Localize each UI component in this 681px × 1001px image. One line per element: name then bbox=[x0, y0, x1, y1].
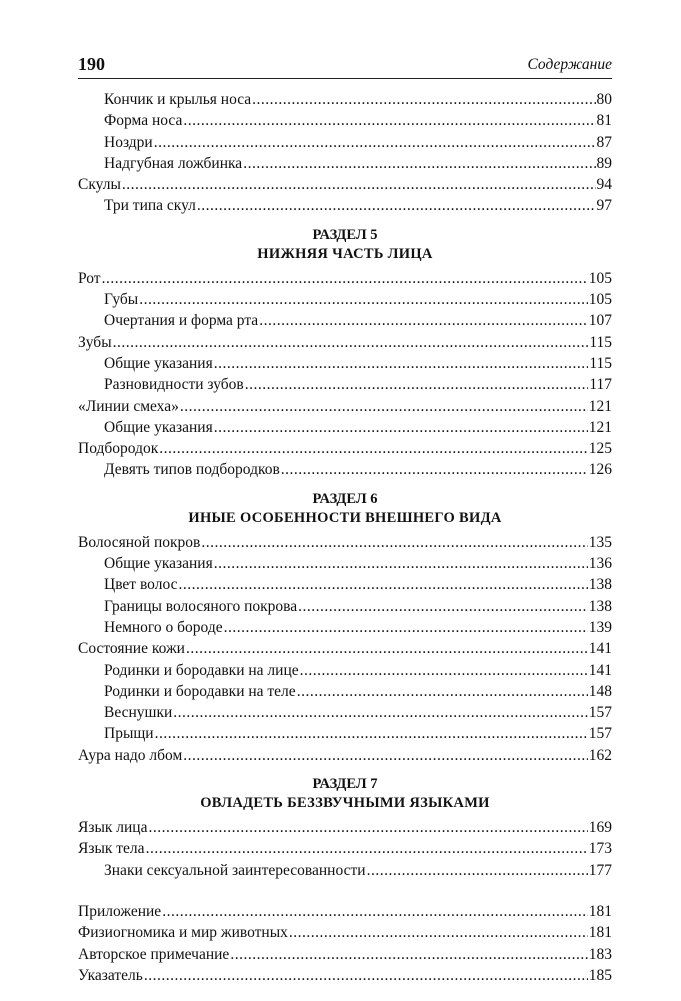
section-7-label: РАЗДЕЛ 7 bbox=[312, 776, 378, 793]
table-of-contents bbox=[78, 89, 612, 986]
toc-entry bbox=[78, 723, 612, 744]
toc-entry-page: 181 bbox=[588, 902, 612, 920]
toc-entry bbox=[78, 574, 612, 595]
toc-entry-page: 183 bbox=[588, 945, 612, 963]
toc-entry-page: 136 bbox=[588, 555, 612, 573]
toc-entry-title: Состояние кожи bbox=[78, 640, 185, 658]
toc-entry bbox=[78, 174, 612, 195]
toc-entry-title: Знаки сексуальной заинтересованности bbox=[104, 861, 366, 879]
toc-entry-page: 173 bbox=[588, 840, 612, 858]
section-7-title: ОВЛАДЕТЬ БЕЗЗВУЧНЫМИ ЯЗЫКАМИ bbox=[200, 795, 490, 812]
toc-entry-title: Указатель bbox=[78, 966, 143, 984]
toc-entry-page: 157 bbox=[588, 704, 612, 722]
toc-entry-page: 121 bbox=[588, 397, 612, 415]
dot-leader bbox=[183, 745, 588, 766]
toc-entry bbox=[78, 459, 612, 480]
toc-entry bbox=[78, 860, 612, 881]
toc-entry bbox=[78, 332, 612, 353]
toc-entry bbox=[78, 638, 612, 659]
toc-entry-title: Общие указания bbox=[104, 555, 213, 573]
toc-entry-page: 87 bbox=[596, 133, 612, 151]
toc-entry bbox=[78, 681, 612, 702]
section-6-label: РАЗДЕЛ 6 bbox=[312, 490, 378, 507]
dot-leader bbox=[300, 660, 588, 681]
dot-leader bbox=[245, 374, 589, 395]
toc-entry bbox=[78, 396, 612, 417]
section-5-label: РАЗДЕЛ 5 bbox=[312, 226, 378, 243]
toc-entry bbox=[78, 438, 612, 459]
toc-entry bbox=[78, 702, 612, 723]
dot-leader bbox=[178, 574, 587, 595]
toc-entry-title: Общие указания bbox=[104, 354, 213, 372]
dot-leader bbox=[224, 617, 588, 638]
toc-entry-page: 138 bbox=[588, 597, 612, 615]
toc-entry-page: 141 bbox=[588, 640, 612, 658]
toc-entry bbox=[78, 268, 612, 289]
toc-entry-title: Разновидности зубов bbox=[104, 376, 244, 394]
toc-entry-title: Приложение bbox=[78, 902, 162, 920]
dot-leader bbox=[281, 459, 588, 480]
dot-leader bbox=[186, 638, 588, 659]
dot-leader bbox=[197, 195, 596, 216]
toc-entry-title: Веснушки bbox=[104, 704, 173, 722]
toc-entry-title: Кончик и крылья носа bbox=[104, 91, 252, 108]
dot-leader bbox=[214, 553, 588, 574]
toc-entry-page: 107 bbox=[588, 312, 612, 330]
dot-leader bbox=[183, 110, 595, 131]
toc-entry bbox=[78, 617, 612, 638]
toc-entry-title: Родинки и бородавки на лице bbox=[104, 661, 299, 679]
toc-entry-title: «Линии смеха» bbox=[78, 397, 179, 415]
dot-leader bbox=[298, 596, 588, 617]
toc-entry-title: Ноздри bbox=[104, 133, 153, 151]
toc-entry-page: 80 bbox=[596, 91, 612, 108]
toc-entry-title: Скулы bbox=[78, 176, 121, 194]
dot-leader bbox=[146, 838, 588, 859]
dot-leader bbox=[139, 289, 588, 310]
toc-entry-page: 121 bbox=[588, 418, 612, 436]
dot-leader bbox=[155, 723, 588, 744]
toc-entry-page: 115 bbox=[589, 333, 612, 351]
toc-entry-page: 135 bbox=[588, 533, 612, 551]
toc-entry-page: 94 bbox=[596, 176, 612, 194]
toc-entry-title: Аура надо лбом bbox=[78, 746, 183, 764]
toc-entry bbox=[78, 745, 612, 766]
toc-entry-page: 81 bbox=[596, 112, 612, 130]
toc-entry-title: Подбородок bbox=[78, 440, 159, 458]
toc-entry-title: Надгубная ложбинка bbox=[104, 154, 243, 172]
toc-entry-title: Губы bbox=[104, 291, 139, 309]
toc-entry bbox=[78, 944, 612, 965]
dot-leader bbox=[201, 532, 587, 553]
toc-entry bbox=[78, 901, 612, 922]
toc-section-7 bbox=[78, 817, 612, 881]
toc-entry-title: Рот bbox=[78, 269, 101, 287]
dot-leader bbox=[144, 965, 588, 986]
dot-leader bbox=[113, 332, 589, 353]
dot-leader bbox=[154, 132, 596, 153]
toc-entry-page: 181 bbox=[588, 924, 612, 942]
toc-entry-page: 177 bbox=[588, 861, 612, 879]
dot-leader bbox=[259, 310, 588, 331]
dot-leader bbox=[180, 396, 588, 417]
dot-leader bbox=[122, 174, 596, 195]
toc-entry-title: Волосяной покров bbox=[78, 533, 201, 551]
toc-entry bbox=[78, 110, 612, 131]
toc-entry bbox=[78, 965, 612, 986]
toc-entry-title: Прыщи bbox=[104, 725, 154, 743]
toc-entry-title: Цвет волос bbox=[104, 576, 178, 594]
toc-entry-title: Физиогномика и мир животных bbox=[78, 924, 288, 942]
toc-entry bbox=[78, 374, 612, 395]
toc-entry bbox=[78, 89, 612, 110]
toc-entry bbox=[78, 132, 612, 153]
toc-entry bbox=[78, 817, 612, 838]
toc-entry-title: Немного о бороде bbox=[104, 618, 223, 636]
toc-entry-title: Родинки и бородавки на теле bbox=[104, 682, 296, 700]
toc-page bbox=[78, 52, 612, 986]
dot-leader bbox=[173, 702, 587, 723]
toc-entry-page: 97 bbox=[596, 197, 612, 215]
dot-leader bbox=[162, 901, 588, 922]
toc-entry-page: 169 bbox=[588, 819, 612, 837]
dot-leader bbox=[230, 944, 587, 965]
toc-entry bbox=[78, 289, 612, 310]
dot-leader bbox=[214, 417, 588, 438]
toc-entry-page: 105 bbox=[588, 269, 612, 287]
section-6-title: ИНЫЕ ОСОБЕННОСТИ ВНЕШНЕГО ВИДА bbox=[188, 509, 502, 526]
toc-appendix bbox=[78, 901, 612, 986]
dot-leader bbox=[367, 860, 588, 881]
page-header bbox=[78, 52, 612, 79]
toc-entry-page: 162 bbox=[588, 746, 612, 764]
toc-entry-title: Три типа скул bbox=[104, 197, 196, 215]
toc-entry bbox=[78, 532, 612, 553]
toc-entry-title: Общие указания bbox=[104, 418, 213, 436]
dot-leader bbox=[102, 268, 588, 289]
toc-entry-title: Форма носа bbox=[104, 112, 183, 130]
toc-entry bbox=[78, 553, 612, 574]
dot-leader bbox=[214, 353, 589, 374]
toc-entry bbox=[78, 153, 612, 174]
spacer bbox=[78, 881, 612, 901]
toc-entry bbox=[78, 922, 612, 943]
toc-entry-page: 89 bbox=[596, 154, 612, 172]
toc-entry bbox=[78, 596, 612, 617]
toc-entry bbox=[78, 353, 612, 374]
toc-block-top bbox=[78, 89, 612, 217]
toc-entry-title: Язык лица bbox=[78, 819, 148, 837]
running-title: Содержание bbox=[527, 56, 612, 73]
toc-entry-page: 115 bbox=[589, 354, 612, 372]
toc-entry-title: Зубы bbox=[78, 333, 112, 351]
dot-leader bbox=[149, 817, 588, 838]
dot-leader bbox=[289, 922, 588, 943]
page-number: 190 bbox=[78, 54, 105, 74]
toc-entry-title: Очертания и форма рта bbox=[104, 312, 259, 330]
toc-entry bbox=[78, 417, 612, 438]
toc-entry bbox=[78, 310, 612, 331]
toc-entry-page: 157 bbox=[588, 725, 612, 743]
toc-entry bbox=[78, 838, 612, 859]
section-5-title: НИЖНЯЯ ЧАСТЬ ЛИЦА bbox=[257, 245, 433, 262]
toc-entry-page: 138 bbox=[588, 576, 612, 594]
dot-leader bbox=[159, 438, 588, 459]
toc-entry-page: 126 bbox=[588, 461, 612, 479]
toc-entry-page: 105 bbox=[588, 291, 612, 309]
dot-leader bbox=[252, 89, 595, 110]
toc-entry-title: Авторское примечание bbox=[78, 945, 230, 963]
toc-section-5 bbox=[78, 268, 612, 481]
toc-entry-page: 141 bbox=[588, 661, 612, 679]
toc-entry-page: 125 bbox=[588, 440, 612, 458]
toc-section-6 bbox=[78, 532, 612, 766]
toc-entry-page: 185 bbox=[588, 966, 612, 984]
toc-entry-title: Девять типов подбородков bbox=[104, 461, 280, 479]
toc-entry bbox=[78, 660, 612, 681]
toc-entry-page: 117 bbox=[589, 376, 612, 394]
dot-leader bbox=[243, 153, 595, 174]
toc-entry-page: 139 bbox=[588, 618, 612, 636]
toc-entry-title: Границы волосяного покрова bbox=[104, 597, 298, 615]
toc-entry-page: 148 bbox=[588, 682, 612, 700]
toc-entry-title: Язык тела bbox=[78, 840, 145, 858]
dot-leader bbox=[297, 681, 588, 702]
toc-entry bbox=[78, 195, 612, 216]
